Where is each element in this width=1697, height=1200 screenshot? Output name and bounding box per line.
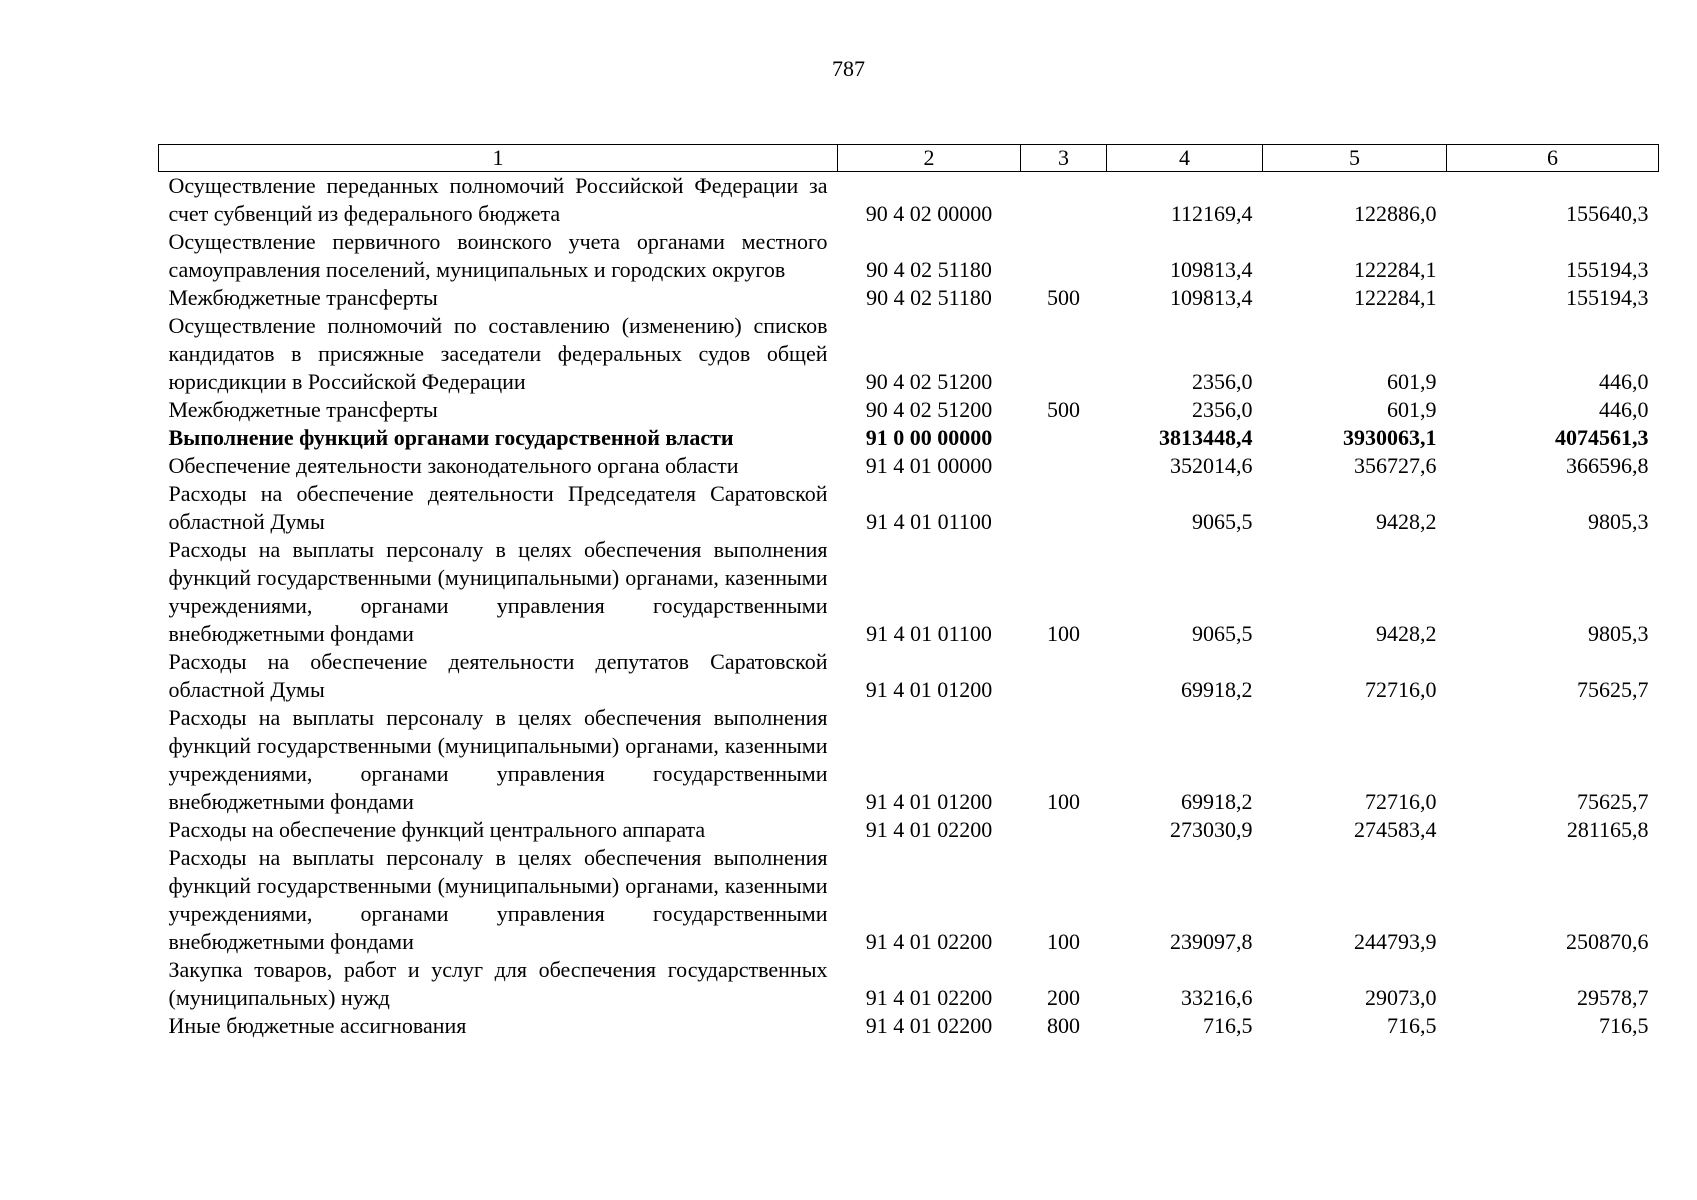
row-name: Расходы на выплаты персоналу в целях обеспечения выполнения функций государственными (муниципальными) органами, казенными учреждениями, органами управления государственными внебюджетными фондами xyxy=(168,705,828,814)
row-code: 91 4 01 01200 xyxy=(865,677,993,702)
table-row xyxy=(159,452,1659,480)
row-expense-type: 200 xyxy=(1047,985,1080,1010)
row-code: 91 4 01 02200 xyxy=(865,929,993,954)
table-row xyxy=(159,536,1659,648)
row-value-col5: 601,9 xyxy=(1387,369,1437,394)
row-code: 90 4 02 51200 xyxy=(865,369,993,394)
row-value-col4: 2356,0 xyxy=(1192,369,1253,394)
row-code: 91 4 01 02200 xyxy=(865,817,993,842)
row-value-col4: 352014,6 xyxy=(1170,453,1253,478)
row-name: Осуществление переданных полномочий Российской Федерации за счет субвенций из федерального бюджета xyxy=(168,173,828,226)
row-expense-type xyxy=(1021,228,1107,284)
row-value-col4: 716,5 xyxy=(1203,1013,1253,1038)
table-row xyxy=(159,424,1659,452)
row-value-col6: 281165,8 xyxy=(1566,817,1649,842)
table-row xyxy=(159,480,1659,536)
row-value-col6: 446,0 xyxy=(1599,369,1649,394)
row-expense-type xyxy=(1021,480,1107,536)
table-row xyxy=(159,228,1659,284)
row-expense-type xyxy=(1021,648,1107,704)
row-code: 91 4 01 02200 xyxy=(865,1013,993,1038)
table-body xyxy=(159,172,1659,1041)
row-value-col6: 250870,6 xyxy=(1566,929,1649,954)
row-value-col6: 9805,3 xyxy=(1588,621,1649,646)
row-value-col6: 155640,3 xyxy=(1566,201,1649,226)
row-value-col4: 109813,4 xyxy=(1170,285,1253,310)
row-name: Расходы на обеспечение деятельности депутатов Саратовской областной Думы xyxy=(168,649,828,702)
row-expense-type: 500 xyxy=(1047,397,1080,422)
row-expense-type: 100 xyxy=(1047,789,1080,814)
row-value-col4: 3813448,4 xyxy=(1159,425,1253,450)
row-expense-type xyxy=(1021,424,1107,452)
row-code: 90 4 02 00000 xyxy=(865,201,993,226)
row-name: Иные бюджетные ассигнования xyxy=(168,1013,467,1038)
table-row xyxy=(159,172,1659,229)
row-value-col6: 9805,3 xyxy=(1588,509,1649,534)
row-value-col6: 716,5 xyxy=(1599,1013,1649,1038)
row-name: Межбюджетные трансферты xyxy=(168,397,438,422)
row-code: 91 4 01 01100 xyxy=(866,509,992,534)
row-value-col4: 109813,4 xyxy=(1170,257,1253,282)
row-value-col5: 716,5 xyxy=(1387,1013,1437,1038)
row-value-col5: 122886,0 xyxy=(1354,201,1437,226)
row-value-col5: 244793,9 xyxy=(1354,929,1437,954)
row-code: 90 4 02 51180 xyxy=(866,257,992,282)
row-value-col6: 446,0 xyxy=(1599,397,1649,422)
row-code: 91 4 01 00000 xyxy=(865,453,993,478)
row-value-col4: 9065,5 xyxy=(1192,509,1253,534)
table-row xyxy=(159,956,1659,1012)
table-row xyxy=(159,396,1659,424)
table-row xyxy=(159,284,1659,312)
table-row xyxy=(159,1012,1659,1040)
row-value-col5: 356727,6 xyxy=(1354,453,1437,478)
row-value-col6: 155194,3 xyxy=(1566,285,1649,310)
table-row xyxy=(159,844,1659,956)
row-name: Расходы на обеспечение функций центрального аппарата xyxy=(168,817,706,842)
row-code: 91 4 01 01200 xyxy=(865,789,993,814)
row-expense-type xyxy=(1021,452,1107,480)
row-value-col5: 601,9 xyxy=(1387,397,1437,422)
table-row xyxy=(159,312,1659,396)
row-value-col4: 69918,2 xyxy=(1181,677,1253,702)
row-value-col6: 4074561,3 xyxy=(1555,425,1649,450)
row-code: 90 4 02 51200 xyxy=(865,397,993,422)
row-name: Расходы на выплаты персоналу в целях обеспечения выполнения функций государственными (муниципальными) органами, казенными учреждениями, органами управления государственными внебюджетными фондами xyxy=(168,537,828,646)
row-name: Закупка товаров, работ и услуг для обеспечения государственных (муниципальных) нужд xyxy=(168,957,828,1010)
page-number: 787 xyxy=(832,56,865,81)
row-value-col5: 9428,2 xyxy=(1376,509,1437,534)
row-expense-type: 100 xyxy=(1047,621,1080,646)
row-value-col5: 72716,0 xyxy=(1365,789,1437,814)
row-code: 91 4 01 01100 xyxy=(866,621,992,646)
header-col-2: 2 xyxy=(838,145,1021,172)
row-value-col5: 274583,4 xyxy=(1354,817,1437,842)
row-name: Межбюджетные трансферты xyxy=(168,285,438,310)
row-name: Расходы на выплаты персоналу в целях обеспечения выполнения функций государственными (муниципальными) органами, казенными учреждениями, органами управления государственными внебюджетными фондами xyxy=(168,845,828,954)
row-name: Выполнение функций органами государственной власти xyxy=(168,425,734,450)
row-value-col6: 366596,8 xyxy=(1566,453,1649,478)
row-value-col5: 29073,0 xyxy=(1365,985,1437,1010)
row-value-col5: 9428,2 xyxy=(1376,621,1437,646)
row-name: Обеспечение деятельности законодательного органа области xyxy=(168,453,739,478)
row-code: 90 4 02 51180 xyxy=(866,285,992,310)
row-value-col5: 122284,1 xyxy=(1354,285,1437,310)
header-col-4: 4 xyxy=(1107,145,1263,172)
row-name: Осуществление полномочий по составлению (изменению) списков кандидатов в присяжные заседатели федеральных судов общей юрисдикции в Российской Федерации xyxy=(168,313,828,394)
header-col-5: 5 xyxy=(1263,145,1447,172)
table-header xyxy=(159,145,1659,172)
row-value-col5: 122284,1 xyxy=(1354,257,1437,282)
row-value-col4: 112169,4 xyxy=(1170,201,1253,226)
budget-table xyxy=(158,144,1659,1040)
row-value-col4: 239097,8 xyxy=(1170,929,1253,954)
row-code: 91 0 00 00000 xyxy=(865,425,993,450)
table-row xyxy=(159,648,1659,704)
row-expense-type: 800 xyxy=(1047,1013,1080,1038)
row-code: 91 4 01 02200 xyxy=(865,985,993,1010)
row-name: Осуществление первичного воинского учета органами местного самоуправления поселений, муниципальных и городских округов xyxy=(168,229,828,282)
row-value-col4: 33216,6 xyxy=(1181,985,1253,1010)
row-value-col5: 72716,0 xyxy=(1365,677,1437,702)
row-value-col6: 29578,7 xyxy=(1577,985,1649,1010)
row-value-col6: 75625,7 xyxy=(1577,789,1649,814)
table-row xyxy=(159,816,1659,844)
row-value-col6: 155194,3 xyxy=(1566,257,1649,282)
row-expense-type xyxy=(1021,172,1107,229)
table-row xyxy=(159,704,1659,816)
row-value-col6: 75625,7 xyxy=(1577,677,1649,702)
row-value-col4: 9065,5 xyxy=(1192,621,1253,646)
row-expense-type: 500 xyxy=(1047,285,1080,310)
row-value-col5: 3930063,1 xyxy=(1343,425,1437,450)
header-col-6: 6 xyxy=(1447,145,1659,172)
row-value-col4: 273030,9 xyxy=(1170,817,1253,842)
row-expense-type xyxy=(1021,816,1107,844)
header-row xyxy=(159,145,1659,172)
row-expense-type: 100 xyxy=(1047,929,1080,954)
row-value-col4: 69918,2 xyxy=(1181,789,1253,814)
header-col-3: 3 xyxy=(1021,145,1107,172)
row-value-col4: 2356,0 xyxy=(1192,397,1253,422)
header-col-1: 1 xyxy=(159,145,838,172)
row-name: Расходы на обеспечение деятельности Председателя Саратовской областной Думы xyxy=(168,481,828,534)
row-expense-type xyxy=(1021,312,1107,396)
